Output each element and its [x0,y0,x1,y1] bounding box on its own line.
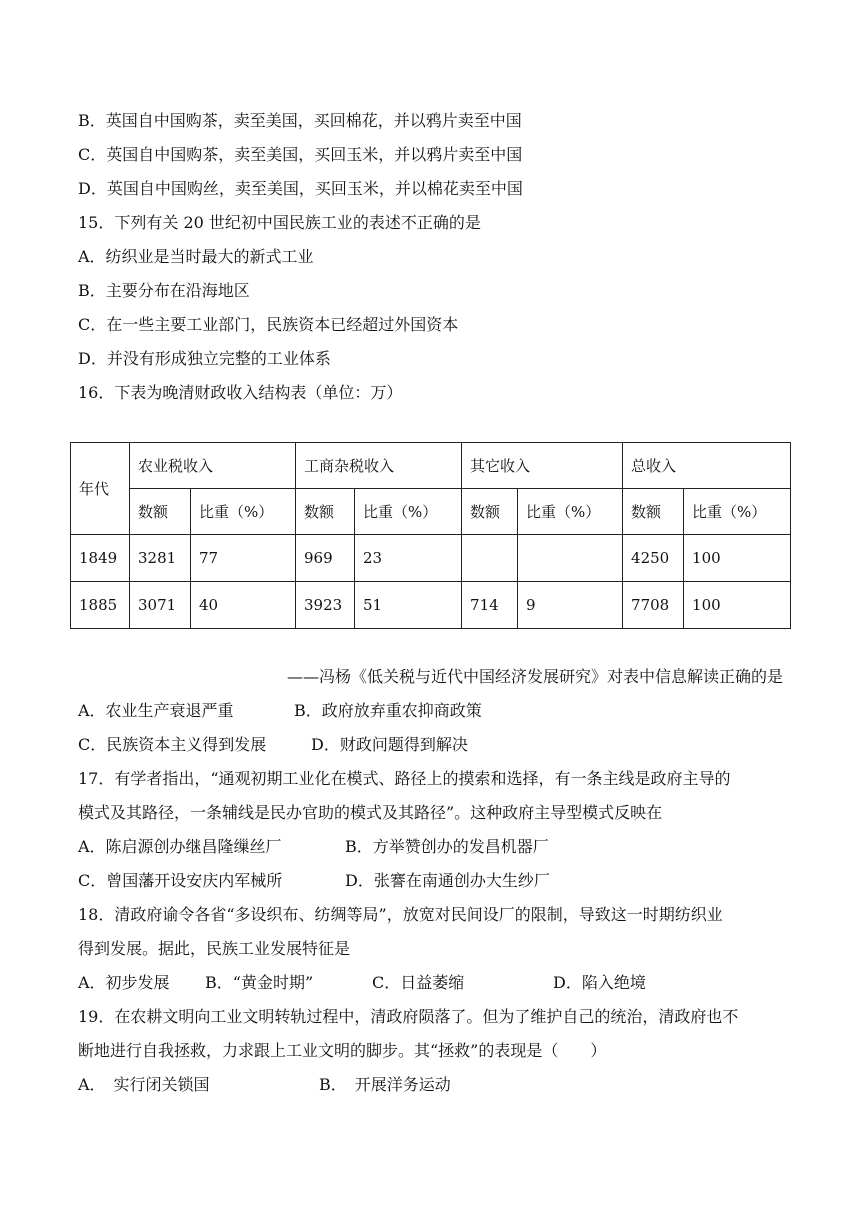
q17-option-d: D．张謇在南通创办大生纱厂 [345,871,550,890]
q19-option-a: A． 实行闭关锁国 [78,1075,210,1094]
q14-option-b: B．英国自中国购茶，卖至美国，买回棉花，并以鸦片卖至中国 [78,111,522,130]
q15-option-b: B．主要分布在沿海地区 [78,281,250,300]
q19-option-b: B． 开展洋务运动 [319,1075,451,1094]
table-header-row [71,443,791,489]
table-cell: 100 [684,535,791,582]
q16-source: ——冯杨《低关税与近代中国经济发展研究》对表中信息解读正确的是 [286,667,783,686]
group-header-total: 总收入 [623,443,791,489]
group-header-commerce: 工商杂税收入 [296,443,462,489]
q16-option-a: A．农业生产衰退严重 [78,701,234,720]
table-cell: 969 [296,535,355,582]
q18-option-a: A．初步发展 [78,973,170,992]
finance-table [70,442,791,629]
q15-stem: 15．下列有关 20 世纪初中国民族工业的表述不正确的是 [78,213,481,232]
table-subheader-row [71,489,791,535]
q18-option-c: C．日益萎缩 [372,973,465,992]
q18-option-d: D．陷入绝境 [553,973,646,992]
table-cell: 714 [462,582,518,629]
sub-ratio: 比重（%） [684,489,791,535]
q18-option-b: B．“黄金时期” [205,973,314,992]
q17-stem-line1: 17．有学者指出，“通观初期工业化在模式、路径上的摸索和选择，有一条主线是政府主导的 [78,769,731,788]
q19-stem-line1: 19．在农耕文明向工业文明转轨过程中，清政府陨落了。但为了维护自己的统治，清政府也不 [78,1007,739,1026]
q17-option-a: A．陈启源创办继昌隆缫丝厂 [78,837,282,856]
table-cell: 77 [191,535,296,582]
q17-option-c: C．曾国藩开设安庆内军械所 [78,871,283,890]
q14-option-c: C．英国自中国购茶，卖至美国，买回玉米，并以鸦片卖至中国 [78,145,523,164]
table-cell: 23 [355,535,462,582]
table-row [71,582,791,629]
q15-option-d: D．并没有形成独立完整的工业体系 [78,349,331,368]
group-header-other: 其它收入 [462,443,623,489]
table-cell: 51 [355,582,462,629]
q19-stem-line2: 断地进行自我拯救，力求跟上工业文明的脚步。其“拯救”的表现是（ ） [78,1041,607,1060]
q17-option-b: B．方举赞创办的发昌机器厂 [345,837,549,856]
q15-option-c: C．在一些主要工业部门，民族资本已经超过外国资本 [78,315,459,334]
table-cell [518,535,623,582]
sub-amount: 数额 [462,489,518,535]
table-cell: 9 [518,582,623,629]
q16-stem: 16．下表为晚清财政收入结构表（单位：万） [78,383,403,402]
q16-option-d: D．财政问题得到解决 [311,735,468,754]
sub-amount: 数额 [623,489,684,535]
table-cell: 3281 [130,535,191,582]
q18-stem-line2: 得到发展。据此，民族工业发展特征是 [78,939,351,958]
sub-ratio: 比重（%） [191,489,296,535]
sub-amount: 数额 [130,489,191,535]
table-cell: 3923 [296,582,355,629]
table-cell: 7708 [623,582,684,629]
table-row [71,535,791,582]
q16-option-c: C．民族资本主义得到发展 [78,735,267,754]
table-cell: 40 [191,582,296,629]
table-cell: 4250 [623,535,684,582]
group-header-agri: 农业税收入 [130,443,296,489]
year-header: 年代 [71,443,130,535]
table-cell [462,535,518,582]
q15-option-a: A．纺织业是当时最大的新式工业 [78,247,314,266]
year-cell: 1885 [71,582,130,629]
sub-ratio: 比重（%） [518,489,623,535]
table-cell: 100 [684,582,791,629]
year-cell: 1849 [71,535,130,582]
sub-amount: 数额 [296,489,355,535]
q18-stem-line1: 18．清政府谕令各省“多设织布、纺绸等局”，放宽对民间设厂的限制，导致这一时期纺织业 [78,905,723,924]
q16-option-b: B．政府放弃重农抑商政策 [294,701,482,720]
q17-stem-line2: 模式及其路径，一条辅线是民办官助的模式及其路径”。这种政府主导型模式反映在 [78,803,663,822]
q14-option-d: D．英国自中国购丝，卖至美国，买回玉米，并以棉花卖至中国 [78,179,523,198]
table-cell: 3071 [130,582,191,629]
sub-ratio: 比重（%） [355,489,462,535]
